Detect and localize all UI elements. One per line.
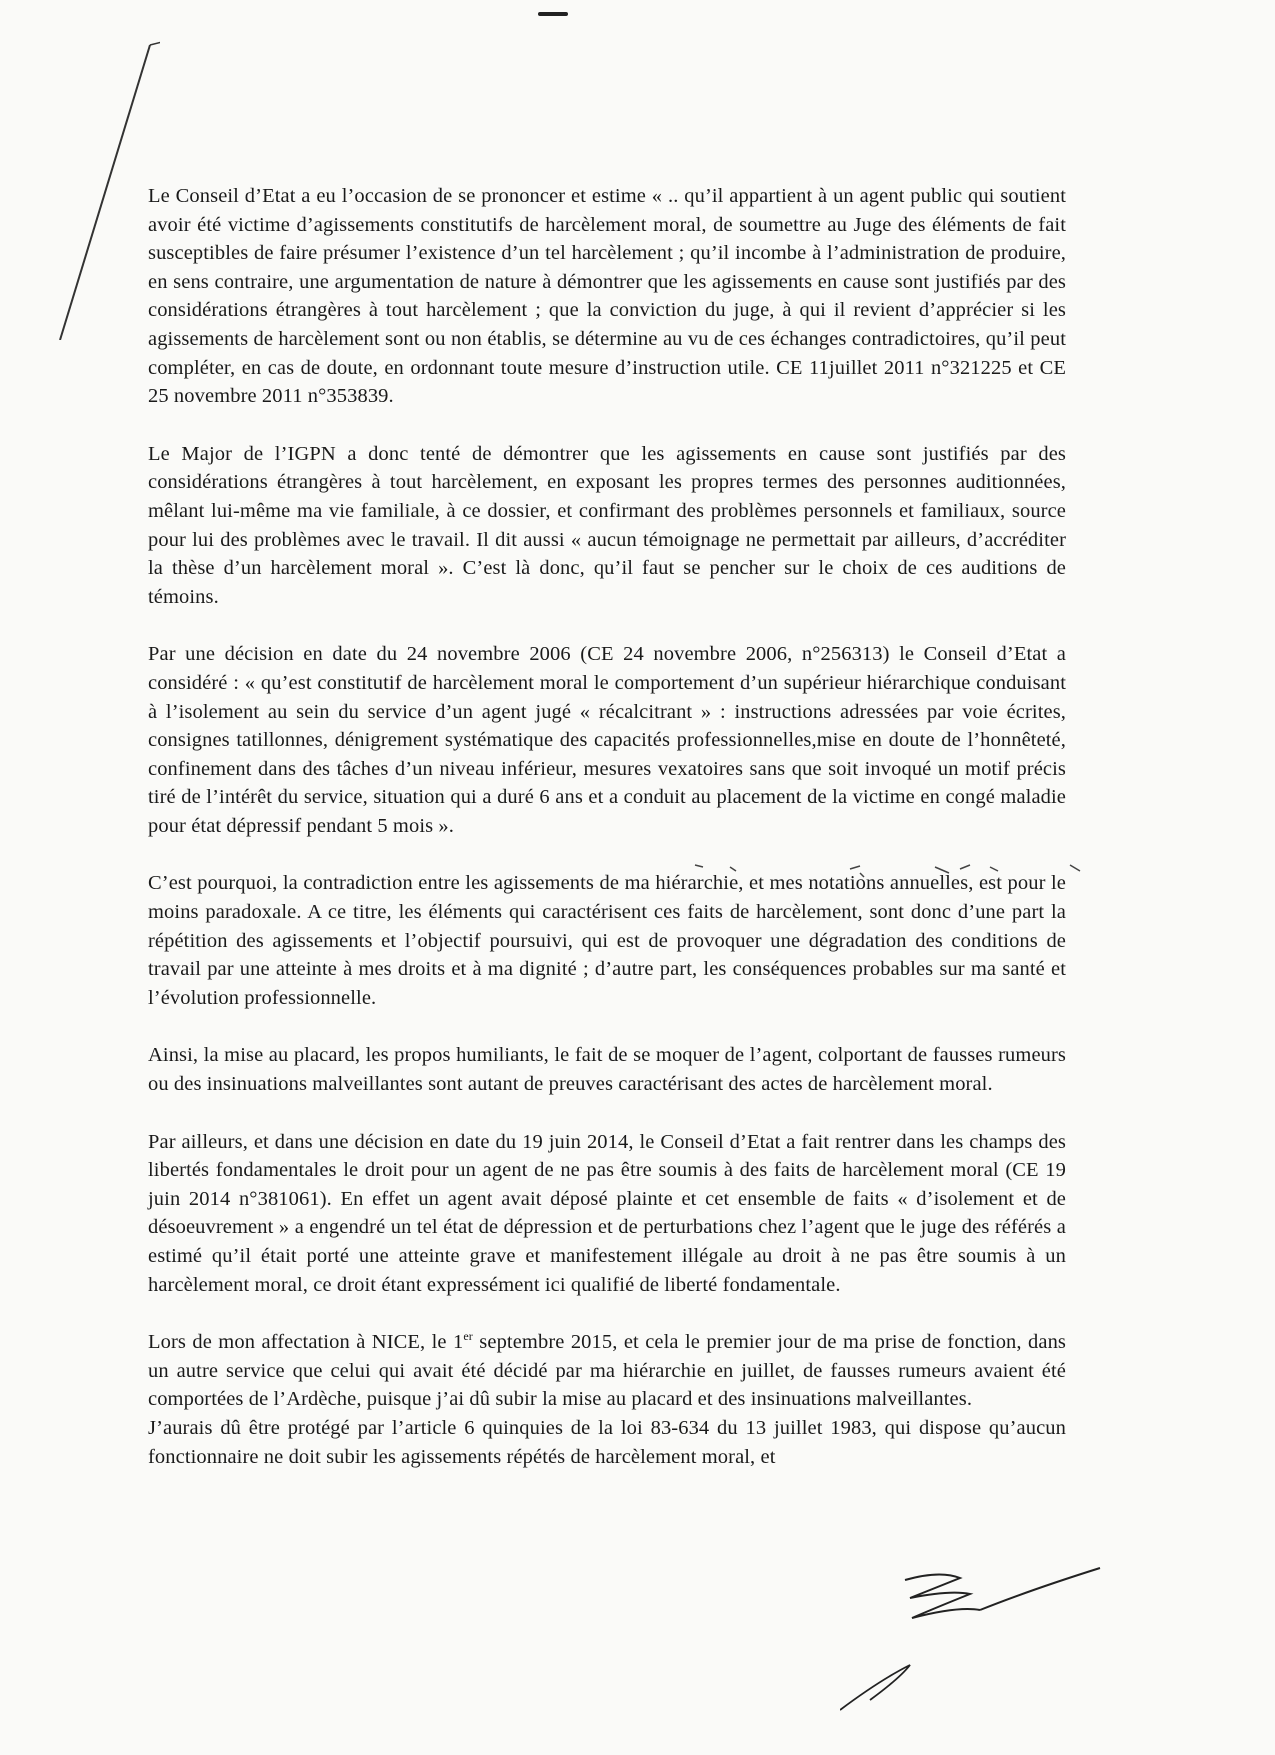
paragraph-conseil-etat: Le Conseil d’Etat a eu l’occasion de se prononcer et estime « .. qu’il appartient à un agent public qui soutient avoir été victime d’agissements constitutifs de harcèlement moral, de soumettre au Juge des éléments de fait susceptibles de faire présumer l’existence d’un tel harcèlement ; qu’il incombe à l’administration de produire, en sens contraire, une argumentation de nature à démontrer que les agissements en cause sont justifiés par des considérations étrangères à tout harcèlement ; que la conviction du juge, à qui il revient d’apprécier si les agissements de harcèlement sont ou non établis, se détermine au vu de ces échanges contradictoires, qu’il peut compléter, en cas de doute, en ordonnant toute mesure d’instruction utile. CE 11juillet 2011 n°321225 et CE 25 novembre 2011 n°353839. <box>148 185 1066 408</box>
affectation-text-start: Lors de mon affectation à NICE, le 1 <box>148 1331 464 1354</box>
paragraph-major-igpn: Le Major de l’IGPN a donc tenté de démontrer que les agissements en cause sont justifiés par des considérations étrangères à tout harcèlement, en exposant les propres termes des personnes auditionnées, mêlant lui-même ma vie familiale, à ce dossier, et confirmant des problèmes personnels et familiaux, source pour lui des problèmes avec le travail. Il dit aussi « aucun témoignage ne permettait par ailleurs, d’accréditer la thèse d’un harcèlement moral ». C’est là donc, qu’il faut se pencher sur le choix de ces auditions de témoins. <box>148 442 1066 608</box>
ordinal-suffix: er <box>463 1329 473 1344</box>
scan-artifact-left-line <box>0 0 160 340</box>
paragraph-affectation-nice <box>148 1328 1066 1414</box>
paragraph-contradiction: C’est pourquoi, la contradiction entre les agissements de ma hiérarchie, et mes notations annuelles, est pour le moins paradoxale. A ce titre, les éléments qui caractérisent ces faits de harcèlement, sont donc d’une part la répétition des agissements et l’objectif poursuivi, qui est de provoquer une dégradation des conditions de travail par une atteinte à mes droits et à ma dignité ; d’autre part, les conséquences probables sur ma santé et l’évolution professionnelle. <box>148 872 1066 1009</box>
document-body <box>148 182 1066 1471</box>
paragraph-article-protection: J’aurais dû être protégé par l’article 6 quinquies de la loi 83-634 du 13 juillet 1983, qui dispose qu’aucun fonctionnaire ne doit subir les agissements répétés de harcèlement moral, et <box>148 1416 1066 1468</box>
scan-artifact-top <box>538 12 568 16</box>
scan-artifact-marks <box>690 855 1110 885</box>
affectation-text-end: septembre 2015, et cela le premier jour de ma prise de fonction, dans un autre service que celui qui avait été décidé par ma hiérarchie en juillet, de fausses rumeurs avaient été comportées de l’Ardèche, puisque j’ai dû subir la mise au placard et des insinuations malveillantes. <box>148 1331 1066 1411</box>
paragraph-decision-2014: Par ailleurs, et dans une décision en date du 19 juin 2014, le Conseil d’Etat a fait rentrer dans les champs des libertés fondamentales le droit pour un agent de ne pas être soumis à des faits de harcèlement moral (CE 19 juin 2014 n°381061). En effet un agent avait déposé plainte et cet ensemble de faits « d’isolement et de désoeuvrement » a engendré un tel état de dépression et de perturbations chez l’agent que le juge des référés a estimé qu’il était porté une atteinte grave et manifestement illégale au droit à ne pas être soumis à un harcèlement moral, ce droit étant expressément ici qualifié de liberté fondamentale. <box>148 1130 1066 1296</box>
paragraph-mise-au-placard: Ainsi, la mise au placard, les propos humiliants, le fait de se moquer de l’agent, colportant de fausses rumeurs ou des insinuations malveillantes sont autant de preuves caractérisant des actes de harcèlement moral. <box>148 1044 1066 1096</box>
signature-mark <box>840 1560 1140 1750</box>
paragraph-decision-2006: Par une décision en date du 24 novembre 2006 (CE 24 novembre 2006, n°256313) le Conseil d’Etat a considéré : « qu’est constitutif de harcèlement moral le comportement d’un supérieur hiérarchique conduisant à l’isolement au sein du service d’un agent jugé « récalcitrant » : instructions adressées par voie écrites, consignes tatillonnes, dénigrement systématique des capacités professionnelles,mise en doute de l’honnêteté, confinement dans des tâches d’un niveau inférieur, mesures vexatoires sans que soit invoqué un motif précis tiré de l’intérêt du service, situation qui a duré 6 ans et a conduit au placement de la victime en congé maladie pour état dépressif pendant 5 mois ». <box>148 643 1066 837</box>
